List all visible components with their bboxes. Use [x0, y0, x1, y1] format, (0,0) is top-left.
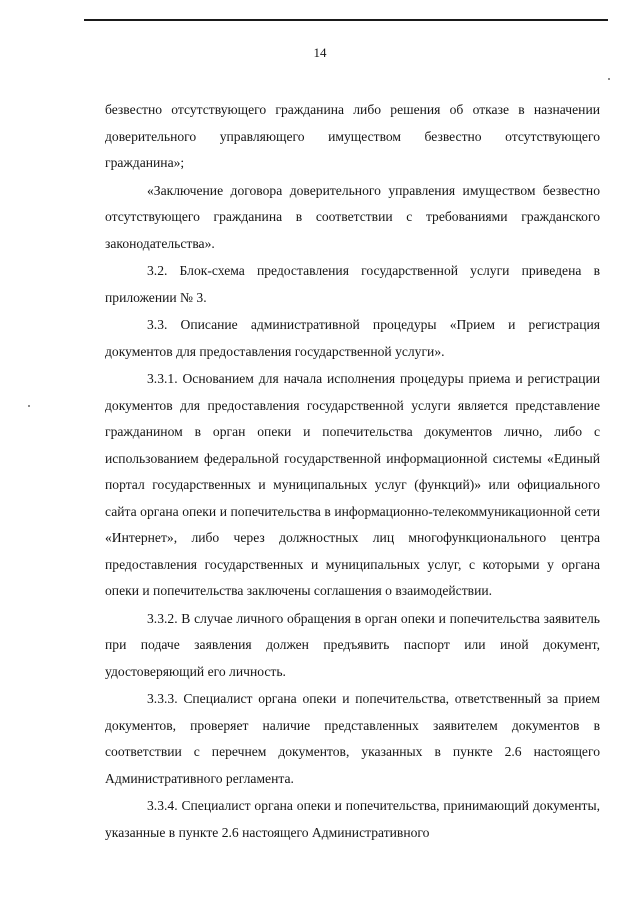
document-body	[105, 97, 600, 846]
paragraph-3-3-4: 3.3.4. Специалист органа опеки и попечительства, принимающий документы, указанные в пункте 2.6 настоящего Административного	[105, 798, 600, 840]
paragraph-contract-conclusion: «Заключение договора доверительного управления имуществом безвестно отсутствующего гражданина в соответствии с требованиями гражданского законодательства».	[105, 182, 600, 251]
paragraph-3-3-1: 3.3.1. Основанием для начала исполнения процедуры приема и регистрации документов для предоставления государственной услуги является представление гражданином в орган опеки и попечительства документов лично, либо с использованием федеральной государственной информационной системы «Единый портал государственных и муниципальных услуг (функций)» или официального сайта органа опеки и попечительства в информационно-телекоммуникационной сети «Интернет», либо через должностных лиц многофункционального центра предоставления государственных и муниципальных услуг, с которыми у органа опеки и попечительства заключены соглашения о взаимодействии.	[105, 371, 600, 598]
scan-artifact-dot	[28, 405, 30, 407]
paragraph-continuation: безвестно отсутствующего гражданина либо решения об отказе в назначении доверительного управляющего имуществом безвестно отсутствующего гражданина»;	[105, 102, 600, 170]
top-border-line	[84, 19, 608, 21]
page-number: 14	[313, 45, 327, 60]
paragraph-3-2: 3.2. Блок-схема предоставления государственной услуги приведена в приложении № 3.	[105, 263, 600, 305]
paragraph-3-3-3: 3.3.3. Специалист органа опеки и попечительства, ответственный за прием документов, проверяет наличие представленных заявителем документов в соответствии с перечнем документов, указанных в пункте 2.6 настоящего Административного регламента.	[105, 691, 600, 786]
paragraph-3-3-2: 3.3.2. В случае личного обращения в орган опеки и попечительства заявитель при подаче заявления должен предъявить паспорт или иной документ, удостоверяющий его личность.	[105, 610, 600, 679]
scan-artifact-dot	[608, 78, 610, 80]
paragraph-3-3: 3.3. Описание административной процедуры «Прием и регистрация документов для предоставления государственной услуги».	[105, 317, 600, 359]
